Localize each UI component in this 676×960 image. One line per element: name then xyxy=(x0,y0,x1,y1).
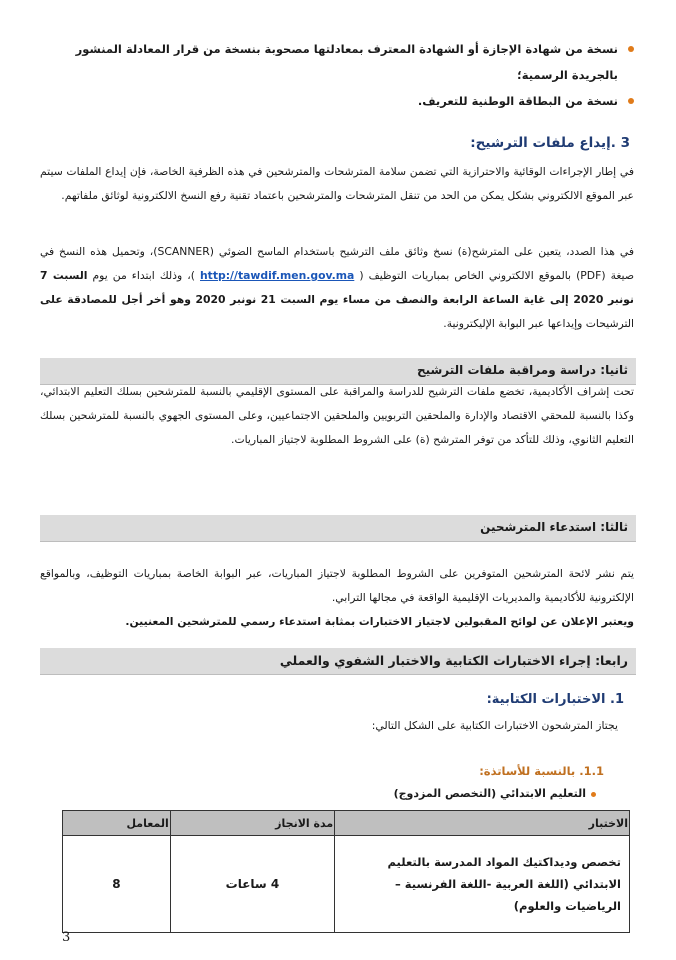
summons-paragraph: يتم نشر لائحة المترشحين المتوفرين على الشروط المطلوبة لاجتياز المباريات، عبر البوابة الخاصة بمباريات التوظيف، وبالمواقع الإلكترونية للأكاديمية والمديريات الإقليمية الواقعة في مجالها الترابي. xyxy=(40,567,634,604)
list-item: نسخة من شهادة الإجازة أو الشهادة المعترف بمعادلتها مصحوبة بنسخة من قرار المعادلة المنشور بالجريدة الرسمية؛ xyxy=(40,36,634,88)
review-paragraph: تحت إشراف الأكاديمية، تخضع ملفات الترشيح للدراسة والمراقبة على المستوى الإقليمي بالنسبة للمترشحين بسلك التعليم الابتدائي، وكذا بالنسبة للمحقي الاقتصاد والإدارة والملحقين التربويين والملحقين الاجتماعيين، وعلى المستوى الجهوي بالنسبة للمترشحين بسلك التعليم الثانوي، وذلك للتأكد من توفر المترشح (ة) على الشروط المطلوبة لاجتياز المباريات. xyxy=(40,385,634,446)
exam-table xyxy=(62,810,630,933)
section-bar-summons xyxy=(40,515,636,542)
cell-coefficient: 8 xyxy=(63,836,171,933)
primary-education-bullet: التعليم الابتدائي (التخصص المزدوج) xyxy=(394,787,596,800)
written-exams-intro: يجتاز المترشحون الاختبارات الكتابية على الشكل التالي: xyxy=(371,719,618,732)
page-number: 3 xyxy=(62,930,71,945)
deposit-paragraph-1: في إطار الإجراءات الوقائية والاحترازية التي تضمن سلامة المترشحات والمترشحين في هذه الظرفية الخاصة، فإن إيداع الملفات سيتم عبر الموقع الالكتروني بشكل يمكن من الحد من تنقل المترشحات والمترشحين باعتماد تقنية رفع النسخ الالكترونية لوثائق ملفاتهم. xyxy=(40,165,634,202)
written-exams-heading: 1. الاختبارات الكتابية: xyxy=(486,692,624,707)
teachers-subheading: 1.1. بالنسبة للأساتذة: xyxy=(479,764,604,778)
section-title: ثانيا: دراسة ومراقبة ملفات الترشيح xyxy=(416,363,628,377)
bullet-icon xyxy=(628,46,634,52)
section-title: رابعا: إجراء الاختبارات الكتابية والاختبار الشفوي والعملي xyxy=(279,653,628,668)
cell-duration: 4 ساعات xyxy=(170,836,334,933)
required-documents-list xyxy=(40,36,634,114)
section-title: ثالثا: استدعاء المترشحين xyxy=(480,520,628,534)
section-heading-deposit: 3 .إيداع ملفات الترشيح: xyxy=(470,135,630,151)
cell-test: تخصص وديداكتيك المواد المدرسة بالتعليم الابتدائي (اللغة العربية -اللغة الفرنسية – الرياضيات والعلوم) xyxy=(335,836,630,933)
column-header-test: الاختبار xyxy=(335,811,630,836)
section-bar-exams xyxy=(40,648,636,675)
bullet-icon xyxy=(591,792,596,797)
bullet-icon xyxy=(628,98,634,104)
table-row xyxy=(63,836,630,933)
column-header-duration: مدة الانجاز xyxy=(170,811,334,836)
table-header-row xyxy=(63,811,630,836)
list-item: نسخة من البطاقة الوطنية للتعريف. xyxy=(40,88,634,114)
tawdif-link[interactable]: http://tawdif.men.gov.ma xyxy=(200,269,355,282)
summons-bold-line: ويعتبر الإعلان عن لوائح المقبولين لاجتياز الاختبارات بمثابة استدعاء رسمي للمترشحين المعنيين. xyxy=(125,615,634,628)
deposit-paragraph-2: في هذا الصدد، يتعين على المترشح(ة) نسخ وثائق ملف الترشيح باستخدام الماسح الضوئي (SCANNER)، وتحميل هذه النسخ في صيغة (PDF) بالموقع الالكتروني الخاص بمباريات التوظيف ( http://tawdif.men.gov.ma )، وذلك ابتداء من يوم السبت 7 نونبر 2020 إلى غاية الساعة الرابعة والنصف من مساء يوم السبت 21 نونبر 2020 وهو أخر أجل للمصادقة على الترشيحات وإيداعها عبر البوابة الإليكترونية. xyxy=(40,245,634,330)
column-header-coefficient: المعامل xyxy=(63,811,171,836)
